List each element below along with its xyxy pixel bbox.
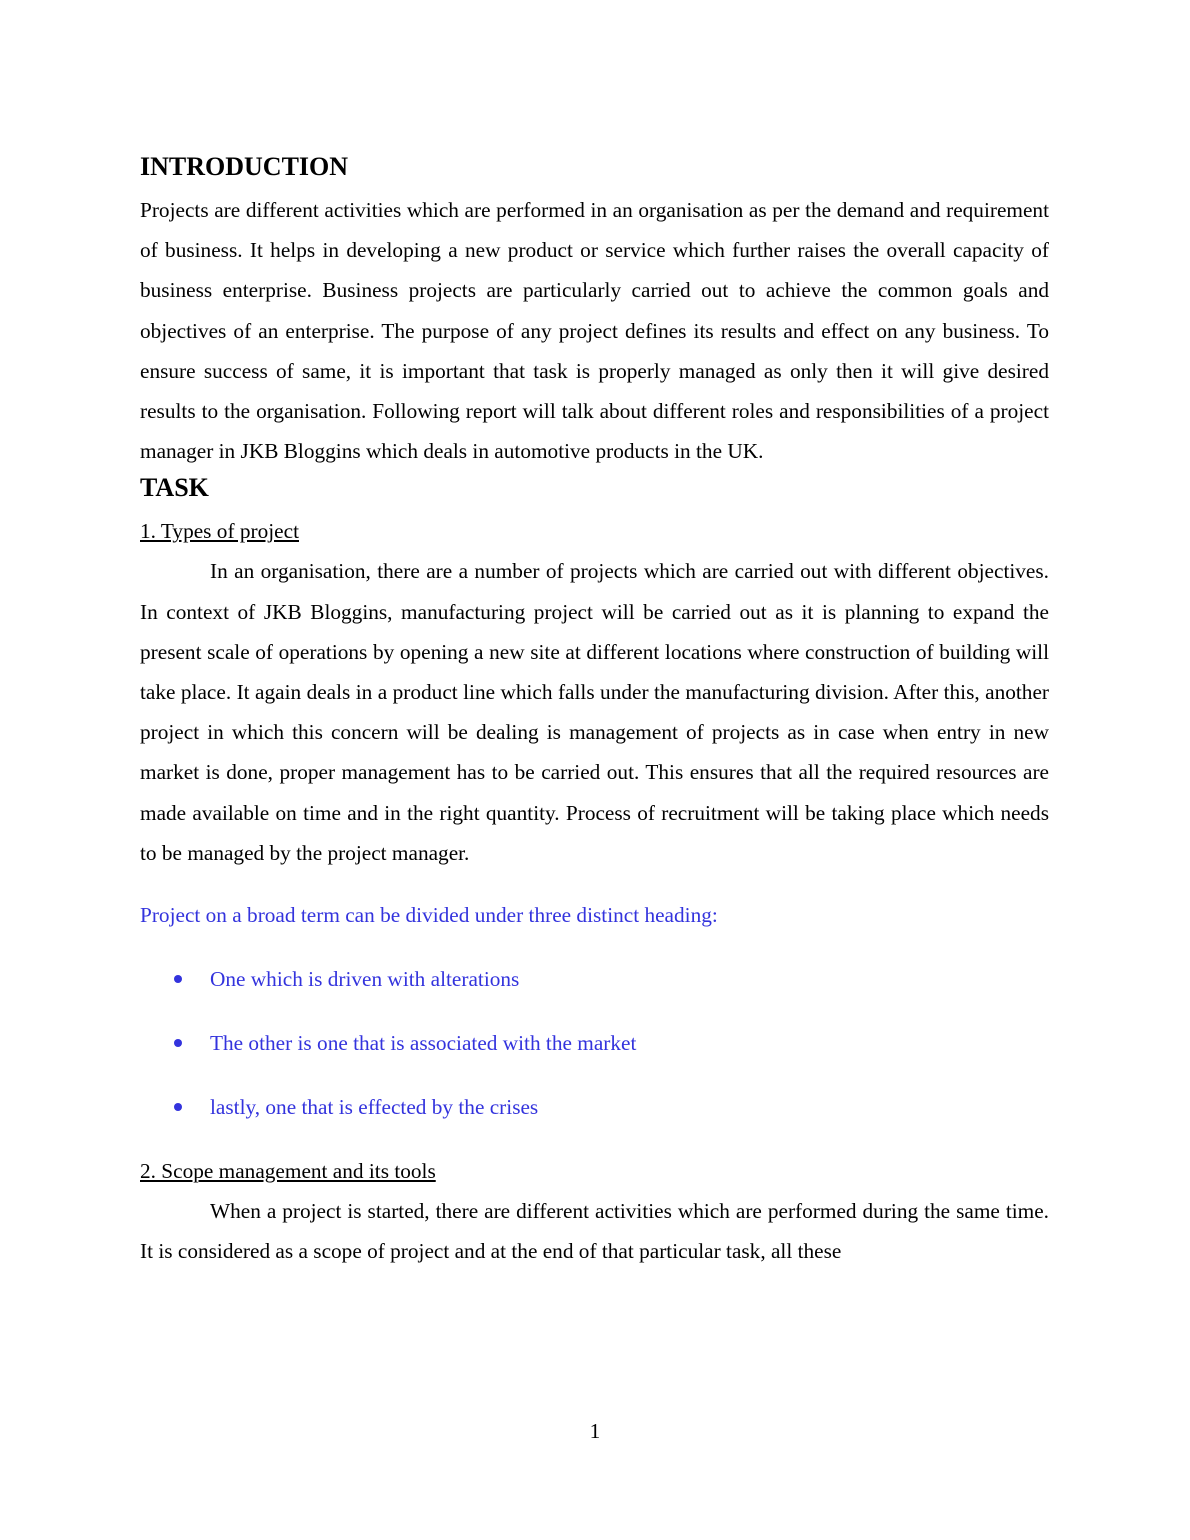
types-of-project-paragraph: In an organisation, there are a number of projects which are carried out with different objectives. In context of JKB Bloggins, manufacturing project will be carried out as it is planning to expand the present scale of operations by opening a new site at different locations where construction of building will take place. It again deals in a product line which falls under the manufacturing division. After this, another project in which this concern will be dealing is management of projects as in case when entry in new market is done, proper management has to be carried out. This ensures that all the required resources are made available on time and in the right quantity. Process of recruitment will be taking place which needs to be managed by the project manager.	[140, 559, 1049, 865]
list-item	[140, 959, 1049, 999]
list-item	[140, 1087, 1049, 1127]
project-division-lead: Project on a broad term can be divided under three distinct heading:	[140, 903, 718, 928]
introduction-paragraph: Projects are different activities which are performed in an organisation as per the demand and requirement of business. It helps in developing a new product or service which further raises the overall capacity of business enterprise. Business projects are particularly carried out to achieve the common goals and objectives of an enterprise. The purpose of any project defines its results and effect on any business. To ensure success of same, it is important that task is properly managed as only then it will give desired results to the organisation. Following report will talk about different roles and responsibilities of a project manager in JKB Bloggins which deals in automotive products in the UK.	[140, 198, 1049, 464]
page-number: 1	[589, 1419, 601, 1443]
list-item-text: The other is one that is associated with the market	[210, 1031, 637, 1056]
list-item-text: lastly, one that is effected by the crises	[210, 1095, 539, 1120]
list-item	[140, 1023, 1049, 1063]
section-title-scope-management: 2. Scope management and its tools	[140, 1159, 436, 1184]
bullet-icon	[174, 1103, 182, 1111]
list-item-text: One which is driven with alterations	[210, 967, 520, 992]
bullet-icon	[174, 975, 182, 983]
section-title-types-of-project: 1. Types of project	[140, 519, 299, 544]
scope-management-paragraph: When a project is started, there are different activities which are performed during the same time. It is considered as a scope of project and at the end of that particular task, all these	[140, 1199, 1049, 1264]
page-content	[140, 150, 1049, 1271]
introduction-heading: INTRODUCTION	[140, 152, 349, 181]
task-heading: TASK	[140, 473, 209, 503]
bullet-icon	[174, 1039, 182, 1047]
project-type-list	[140, 959, 1049, 1127]
